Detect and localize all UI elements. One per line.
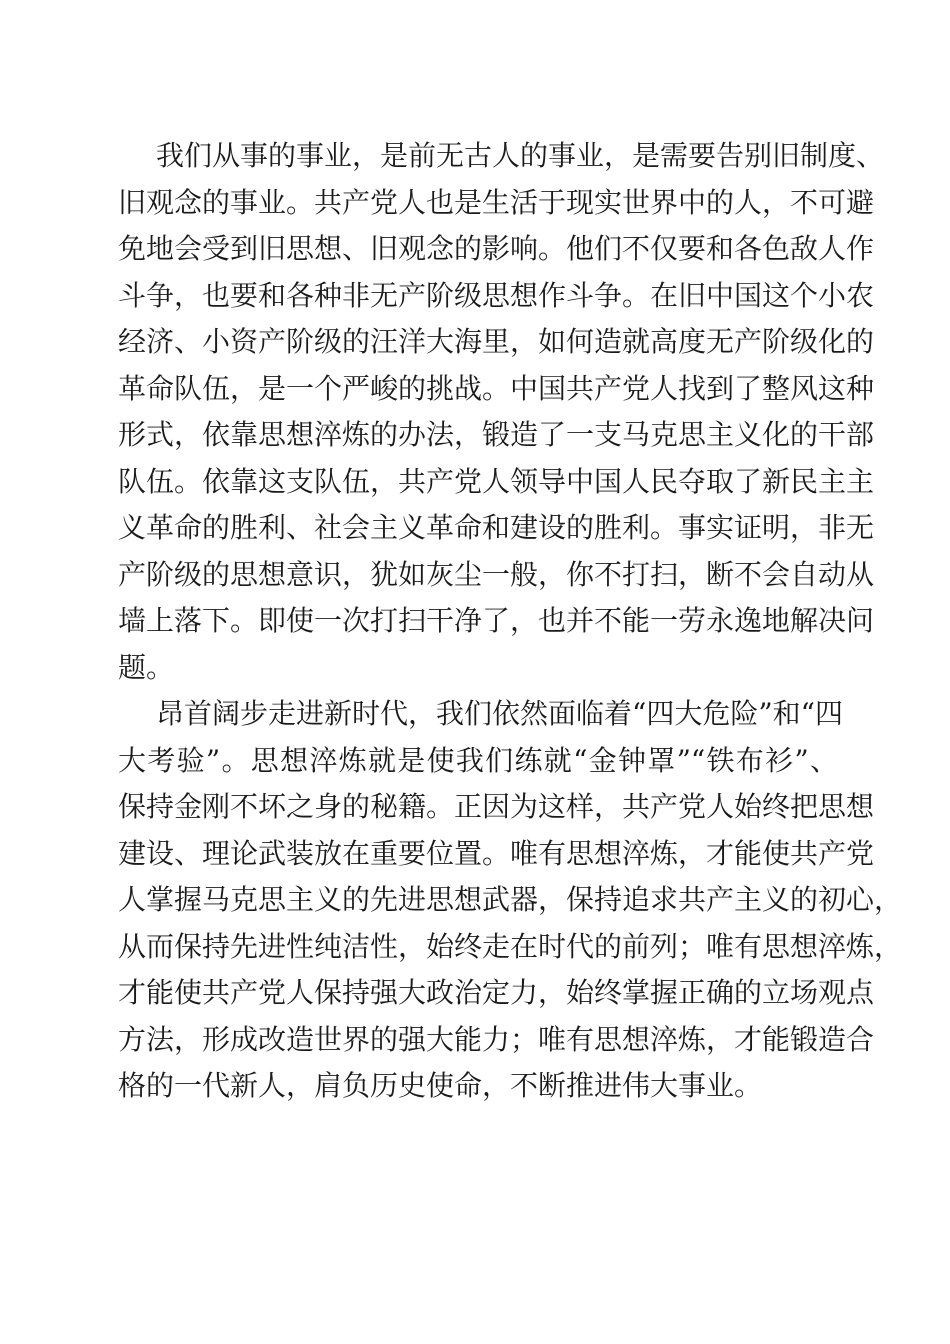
paragraph-2-line-2: 大考验”。思想淬炼就是使我们练就“金钟罩”“铁布衫”、 [118,743,838,777]
paragraph-2-line-4: 建设、理论武装放在重要位置。唯有思想淬炼，才能使共产党 [118,836,875,870]
paragraph-2-line-3: 保持金刚不坏之身的秘籍。正因为这样，共产党人始终把思想 [118,790,875,823]
paragraph-1-line-6: 革命队伍，是一个严峻的挑战。中国共产党人找到了整风这种 [118,371,875,405]
paragraph-2-line-8: 方法，形成改造世界的强大能力；唯有思想淬炼，才能锻造合 [118,1022,875,1056]
paragraph-1-line-11: 墙上落下。即使一次打扫干净了，也并不能一劳永逸地解决问 [118,604,875,637]
paragraph-2-line-5: 人掌握马克思主义的先进思想武器，保持追求共产主义的初心， [118,883,903,916]
paragraph-1-line-2: 旧观念的事业。共产党人也是生活于现实世界中的人，不可避 [118,185,875,219]
document-body [118,133,903,1110]
paragraph-1-line-12: 题。 [118,650,175,684]
paragraph-1-line-1: 我们从事的事业，是前无古人的事业，是需要告别旧制度、 [156,139,885,172]
paragraph-1-line-5: 经济、小资产阶级的汪洋大海里，如何造就高度无产阶级化的 [118,325,875,358]
paragraph-2-line-6: 从而保持先进性纯洁性，始终走在时代的前列；唯有思想淬炼， [118,929,903,963]
paragraph-2-line-7: 才能使共产党人保持强大政治定力，始终掌握正确的立场观点 [118,976,875,1009]
paragraph-1-line-7: 形式，依靠思想淬炼的办法，锻造了一支马克思主义化的干部 [118,418,875,451]
paragraph-1-line-3: 免地会受到旧思想、旧观念的影响。他们不仅要和各色敌人作 [118,232,875,265]
paragraph-1-line-8: 队伍。依靠这支队伍，共产党人领导中国人民夺取了新民主主 [118,464,875,498]
paragraph-1-line-9: 义革命的胜利、社会主义革命和建设的胜利。事实证明，非无 [118,511,875,544]
paragraph-2-line-9: 格的一代新人，肩负历史使命，不断推进伟大事业。 [118,1069,763,1102]
paragraph-1-line-4: 斗争，也要和各种非无产阶级思想作斗争。在旧中国这个小农 [118,278,875,312]
paragraph-2-line-1: 昂首阔步走进新时代，我们依然面临着“四大危险”和“四 [156,697,843,730]
paragraph-1-line-10: 产阶级的思想意识，犹如灰尘一般，你不打扫，断不会自动从 [118,557,875,591]
